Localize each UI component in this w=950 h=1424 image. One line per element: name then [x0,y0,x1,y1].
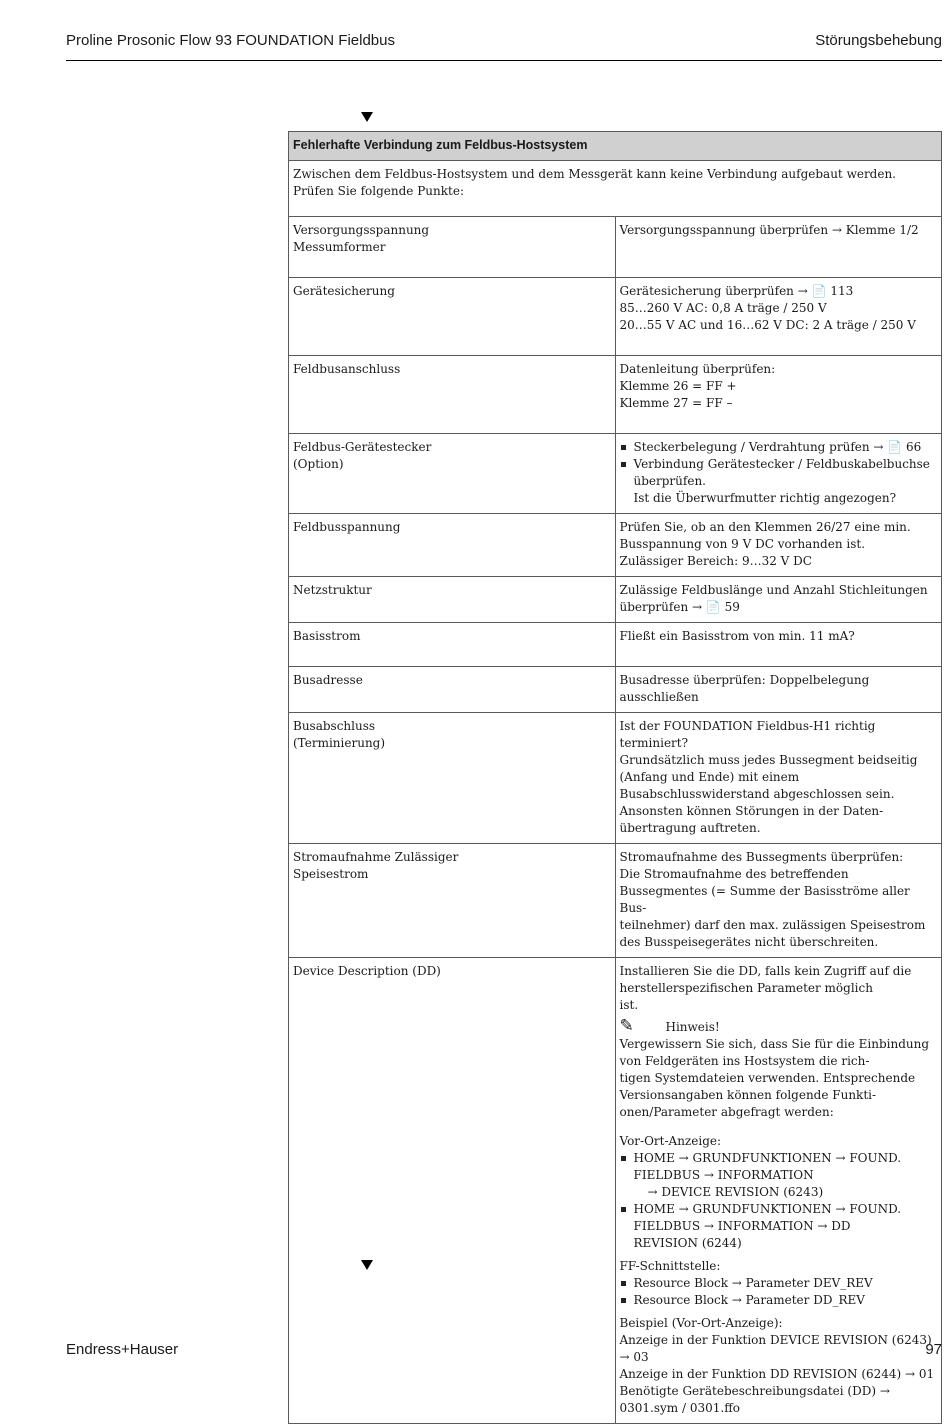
row-text: Datenleitung überprüfen: Klemme 26 = FF + Klemme 27 = FF – [615,356,942,434]
row-text: Versorgungsspannung überprüfen → Klemme 1/2 [615,217,942,278]
row-label: Versorgungsspannung Messumformer [289,217,616,278]
row-text: Installieren Sie die DD, falls kein Zugriff auf die herstellerspezifischen Parameter möglich ist. ✎ Hinweis! Vergewissern Sie sich, dass Sie für die Einbindung von Feldgeräten ins Hostsystem die rich- tigen Systemdateien verwenden. Entsprechende Versionsangaben können folgende Funkti- onen/Parameter abgefragt werden: Vor-Ort-Anzeige: HOME → GRUNDFUNKTIONEN → FOUND. FIELDBUS → INFORMATION → DEVICE REVISION (6243) HOME → GRUNDFUNKTIONEN → FOUND. FIELDBUS → INFORMATION → DD REVISION (6244) FF-Schnittstelle: Resource Block → Parameter DEV_REV Resource Block → Parameter DD_REV Beispiel (Vor-Ort-Anzeige): Anzeige in der Funktion DEVICE REVISION (6243) → 03 Anzeige in der Funktion DD REVISION (6244) → 01 Benötigte Gerätebeschreibungsdatei (DD) → 0301.sym / 0301.ffo [615,958,942,1424]
row-text: Busadresse überprüfen: Doppelbelegung ausschließen [615,667,942,713]
bullet-list: Steckerbelegung / Verdrahtung prüfen → 📄 66 Verbindung Gerätestecker / Feldbuskabelbuchse überprüfen. Ist die Überwurfmutter richtig angezogen? [620,439,938,507]
table-row [289,623,942,667]
local-display-list: HOME → GRUNDFUNKTIONEN → FOUND. FIELDBUS → INFORMATION → DEVICE REVISION (6243) HOME → GRUNDFUNKTIONEN → FOUND. FIELDBUS → INFORMATION → DD REVISION (6244) [620,1150,938,1252]
row-text: Ist der FOUNDATION Fieldbus-H1 richtig terminiert? Grundsätzlich muss jedes Bussegment beidseitig (Anfang und Ende) mit einem Busabschlusswiderstand abgeschlossen sein. Ansonsten können Störungen in der Daten- übertragung auftreten. [615,713,942,844]
row-label: Gerätesicherung [289,278,616,356]
troubleshooting-table [288,131,942,1424]
row-text: Zulässige Feldbuslänge und Anzahl Stichleitungen überprüfen → 📄 59 [615,577,942,623]
table-title: Fehlerhafte Verbindung zum Feldbus-Hostsystem [289,132,942,161]
table-row [289,667,942,713]
table-row [289,217,942,278]
row-label: Feldbusanschluss [289,356,616,434]
ff-interface-list: Resource Block → Parameter DEV_REV Resource Block → Parameter DD_REV [620,1275,938,1309]
page-footer [66,1341,942,1363]
flow-arrow-bottom-icon [361,1260,373,1270]
flow-arrow-top-icon [361,112,373,122]
header-section: Störungsbehebung [815,32,942,49]
row-label: Basisstrom [289,623,616,667]
header-title: Proline Prosonic Flow 93 FOUNDATION Fieldbus [66,32,395,49]
row-label: Device Description (DD) [289,958,616,1424]
row-text: Fließt ein Basisstrom von min. 11 mA? [615,623,942,667]
row-text: Stromaufnahme des Bussegments überprüfen: Die Stromaufnahme des betreffenden Bussegmentes (= Summe der Basisströme aller Bus- teilnehmer) darf den max. zulässigen Speisestrom des Busspeisegerätes nicht überschreiten. [615,844,942,958]
footer-company: Endress+Hauser [66,1341,179,1358]
table-intro: Zwischen dem Feldbus-Hostsystem und dem Messgerät kann keine Verbindung aufgebaut werden. Prüfen Sie folgende Punkte: [289,161,942,217]
pencil-note-icon: ✎ [619,1016,634,1036]
note-title: Hinweis! [665,1020,720,1034]
row-label: Busabschluss (Terminierung) [289,713,616,844]
table-row [289,356,942,434]
page-header [66,32,942,61]
table-row [289,434,942,514]
row-label: Stromaufnahme Zulässiger Speisestrom [289,844,616,958]
row-text: Prüfen Sie, ob an den Klemmen 26/27 eine min. Busspannung von 9 V DC vorhanden ist. Zulässiger Bereich: 9…32 V DC [615,514,942,577]
row-label: Busadresse [289,667,616,713]
page-number: 97 [925,1341,942,1358]
row-text [615,434,942,514]
row-label: Feldbusspannung [289,514,616,577]
table-row [289,514,942,577]
table-row [289,577,942,623]
table-row [289,278,942,356]
row-label: Feldbus-Gerätestecker (Option) [289,434,616,514]
note-block [620,1018,938,1036]
table-row [289,713,942,844]
row-label: Netzstruktur [289,577,616,623]
row-text: Gerätesicherung überprüfen → 📄 113 85…260 V AC: 0,8 A träge / 250 V 20…55 V AC und 16…62 V DC: 2 A träge / 250 V [615,278,942,356]
table-row [289,844,942,958]
